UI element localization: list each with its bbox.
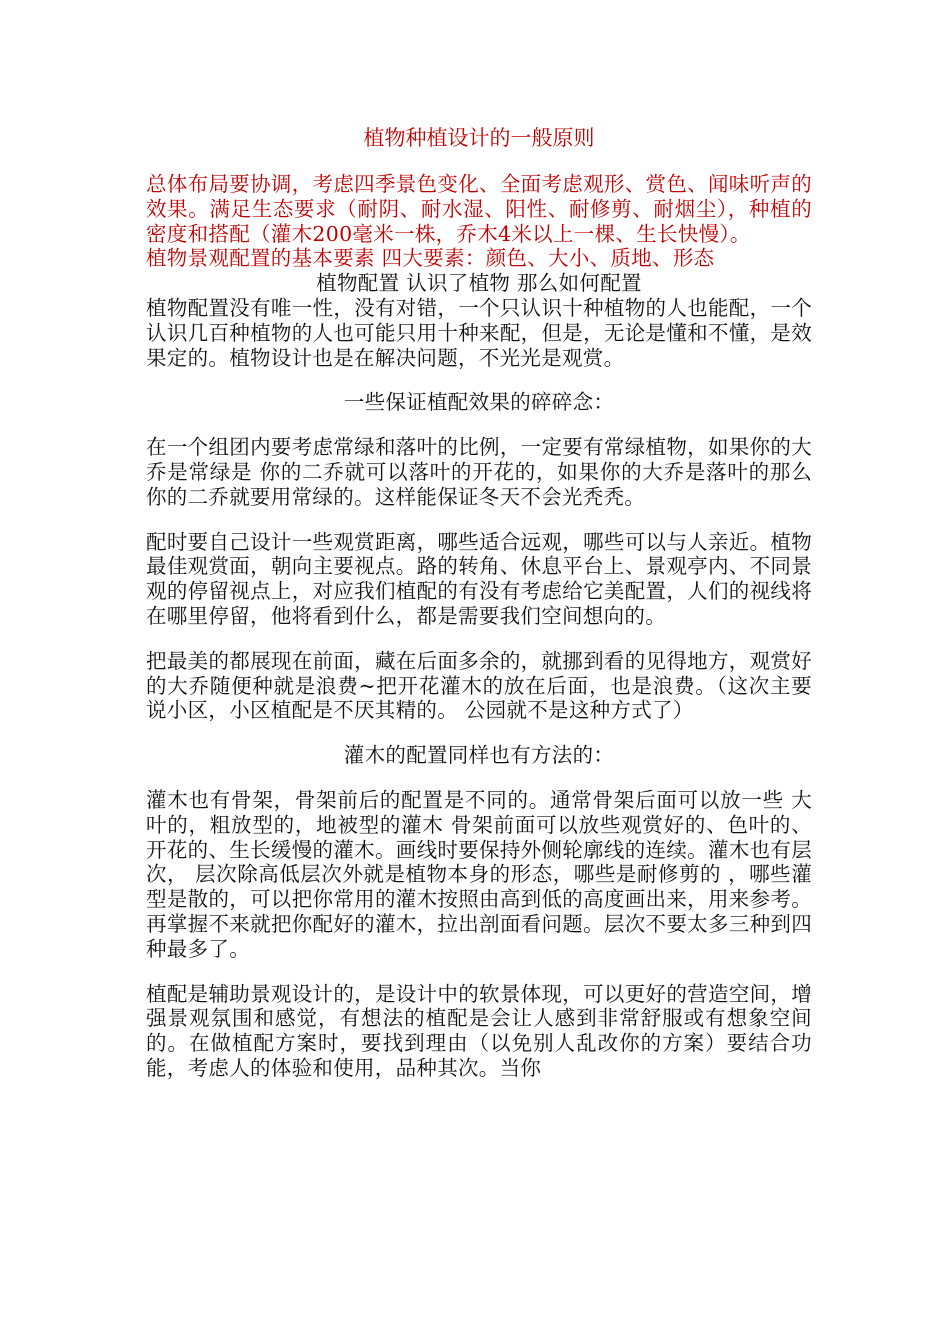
principles-paragraph: 总体布局要协调，考虑四季景色变化、全面考虑观形、赏色、闻味听声的效果。满足生态要求（耐阴、耐水湿、阳性、耐修剪、耐烟尘），种植的密度和搭配（灌木200毫米一株，乔木4米以上一棵、生长快慢）。 [146,172,812,246]
subtitle-configuration: 植物配置 认识了植物 那么如何配置 [316,271,642,296]
document-title: 植物种植设计的一般原则 [363,126,595,150]
paragraph-shrub-skeleton: 灌木也有骨架，骨架前后的配置是不同的。通常骨架后面可以放一些 大叶的，粗放型的，地被型的灌木 骨架前面可以放些观赏好的、色叶的、开花的、生长缓慢的灌木。画线时要保持外侧轮廓线的连续。灌木也有层次， 层次除高低层次外就是植物本身的形态，哪些是耐修剪的 ，哪些灌型是散的，可以把你常用的灌木按照由高到低的高度画出来，用来参考。再掌握不来就把你配好的灌木，拉出剖面看问题。层次不要太多三种到四种最多了。 [146,787,812,961]
elements-line: 植物景观配置的基本要素 四大要素：颜色、大小、质地、形态 [146,246,715,271]
heading-shrubs: 灌木的配置同样也有方法的： [343,743,615,768]
paragraph-evergreen: 在一个组团内要考虑常绿和落叶的比例，一定要有常绿植物，如果你的大乔是常绿是 你的二乔就可以落叶的开花的，如果你的大乔是落叶的那么你的二乔就要用常绿的。这样能保证冬天不会光秃秃。 [146,435,812,509]
paragraph-viewing-distance: 配时要自己设计一些观赏距离，哪些适合远观，哪些可以与人亲近。植物最佳观赏面，朝向主要视点。路的转角、休息平台上、景观亭内、不同景观的停留视点上，对应我们植配的有没有考虑给它美配置，人们的视线将在哪里停留，他将看到什么，都是需要我们空间想向的。 [146,529,812,628]
heading-tips: 一些保证植配效果的碎碎念： [343,390,615,415]
paragraph-intro: 植物配置没有唯一性，没有对错，一个只认识十种植物的人也能配，一个认识几百种植物的人也可能只用十种来配，但是，无论是懂和不懂，是效果定的。植物设计也是在解决问题，不光光是观赏。 [146,295,812,370]
paragraph-front-display: 把最美的都展现在前面，藏在后面多余的，就挪到看的见得地方，观赏好的大乔随便种就是浪费~把开花灌木的放在后面，也是浪费。（这次主要说小区，小区植配是不厌其精的。 公园就不是这种方式了） [146,648,812,723]
paragraph-planting-purpose: 植配是辅助景观设计的，是设计中的软景体现，可以更好的营造空间，增强景观氛围和感觉，有想法的植配是会让人感到非常舒服或有想象空间的。在做植配方案时，要找到理由（以免别人乱改你的方案）要结合功能，考虑人的体验和使用，品种其次。当你 [146,981,812,1080]
